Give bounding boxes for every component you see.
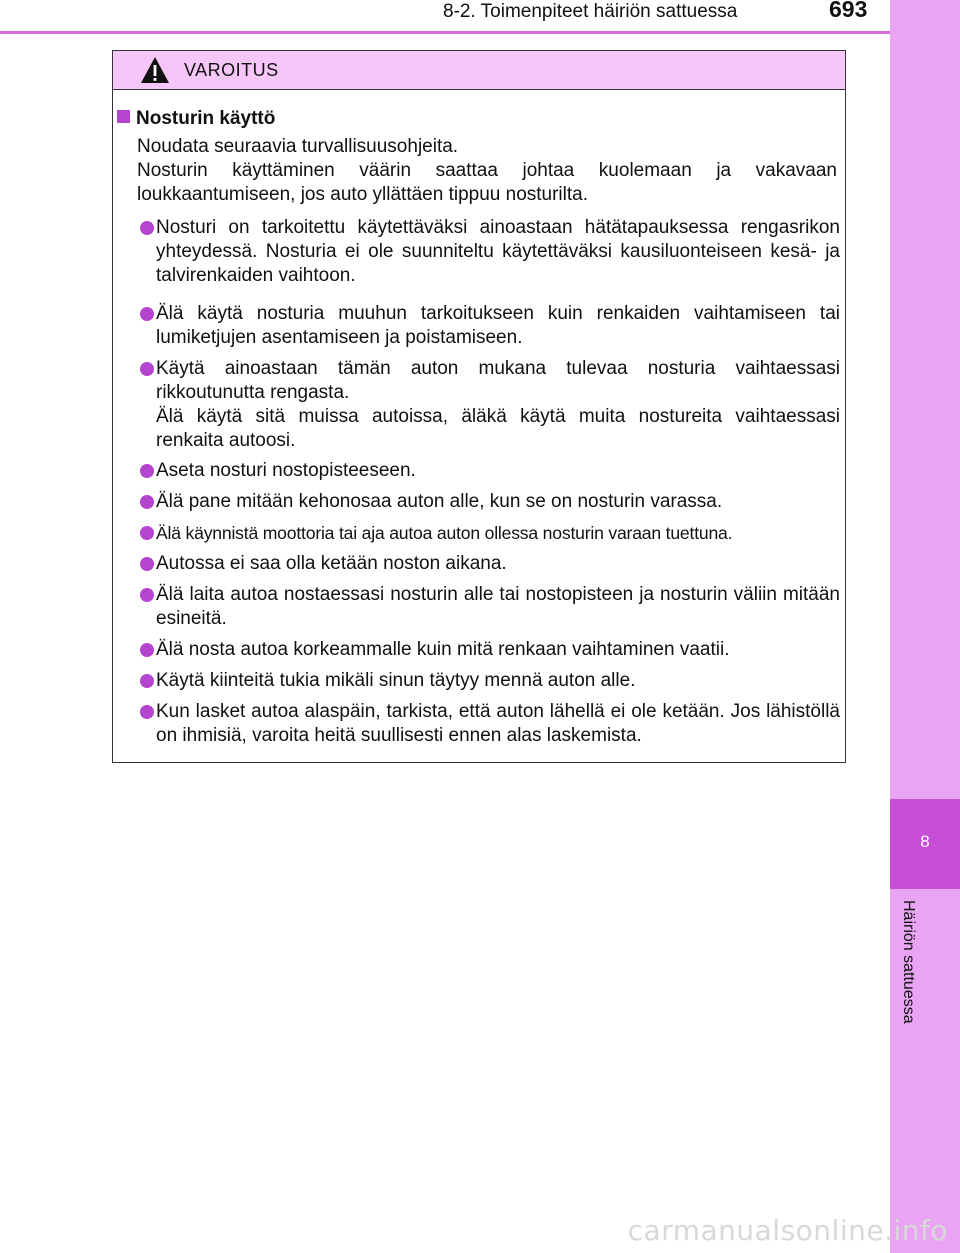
round-bullet-icon	[140, 221, 154, 235]
round-bullet-icon	[140, 588, 154, 602]
round-bullet-icon	[140, 557, 154, 571]
footer-watermark: carmanualsonline.info	[627, 1214, 948, 1247]
round-bullet-icon	[140, 526, 154, 540]
intro-line: Nosturin käyttäminen väärin saattaa johtaa kuolemaan ja vakavaan loukkaantumiseen, jos auto yllättäen tippuu nosturilta.	[137, 160, 837, 205]
list-item-text: Aseta nosturi nostopisteeseen.	[156, 460, 416, 481]
round-bullet-icon	[140, 705, 154, 719]
header-section-title: 8-2. Toimenpiteet häiriön sattuessa	[443, 1, 738, 22]
list-item-text: Älä käytä nosturia muuhun tarkoitukseen kuin renkaiden vaihtamiseen tai lumiketjujen asentamiseen ja poistamiseen.	[156, 303, 840, 348]
header-rule	[0, 31, 890, 34]
list-item-text: Älä pane mitään kehonosaa auton alle, kun se on nosturin varassa.	[156, 491, 723, 512]
list-item-text: Nosturi on tarkoitettu käytettäväksi ainoastaan hätätapauksessa rengasrikon yhteydessä. Nosturia ei ole suunniteltu käytettäväksi kausiluonteiseen kesä- ja talvirenkaiden vaihtoon.	[156, 217, 840, 286]
warning-box	[112, 50, 846, 763]
section-title-text: Nosturin käyttö	[136, 108, 276, 129]
chapter-title: Häiriön sattuessa	[900, 900, 917, 1024]
section-title	[117, 106, 275, 132]
round-bullet-icon	[140, 362, 154, 376]
page-number: 693	[829, 0, 868, 22]
list-item-text: Kun lasket autoa alaspäin, tarkista, että auton lähellä ei ole ketään. Jos lähistöllä on ihmisiä, varoita heitä suullisesti ennen alas laskemista.	[156, 701, 840, 746]
side-strip	[890, 0, 960, 1253]
warning-header	[113, 51, 845, 90]
intro-line: Noudata seuraavia turvallisuusohjeita.	[137, 136, 459, 157]
list-item-text: Älä nosta autoa korkeammalle kuin mitä renkaan vaihtaminen vaatii.	[156, 639, 730, 660]
warning-triangle-icon	[140, 56, 170, 84]
intro-text	[137, 135, 837, 207]
warning-label: VAROITUS	[184, 59, 279, 80]
round-bullet-icon	[140, 643, 154, 657]
list-item-text: Älä laita autoa nostaessasi nosturin alle tai nostopisteen ja nosturin väliin mitään esineitä.	[156, 584, 840, 629]
list-item-text: Käytä kiinteitä tukia mikäli sinun täytyy mennä auton alle.	[156, 670, 636, 691]
round-bullet-icon	[140, 464, 154, 478]
list-item-text: Älä käytä sitä muissa autoissa, äläkä käytä muita nostureita vaihtaessasi renkaita autoosi.	[156, 406, 840, 451]
round-bullet-icon	[140, 307, 154, 321]
list-item-text: Älä käynnistä moottoria tai aja autoa auton ollessa nosturin varaan tuettuna.	[156, 523, 733, 543]
list-item-text: Autossa ei saa olla ketään noston aikana.	[156, 553, 507, 574]
round-bullet-icon	[140, 495, 154, 509]
chapter-number: 8	[920, 832, 930, 851]
list-item-text: Käytä ainoastaan tämän auton mukana tulevaa nosturia vaihtaessasi rikkoutunutta rengasta.	[156, 358, 840, 403]
round-bullet-icon	[140, 674, 154, 688]
square-bullet-icon	[117, 110, 130, 123]
